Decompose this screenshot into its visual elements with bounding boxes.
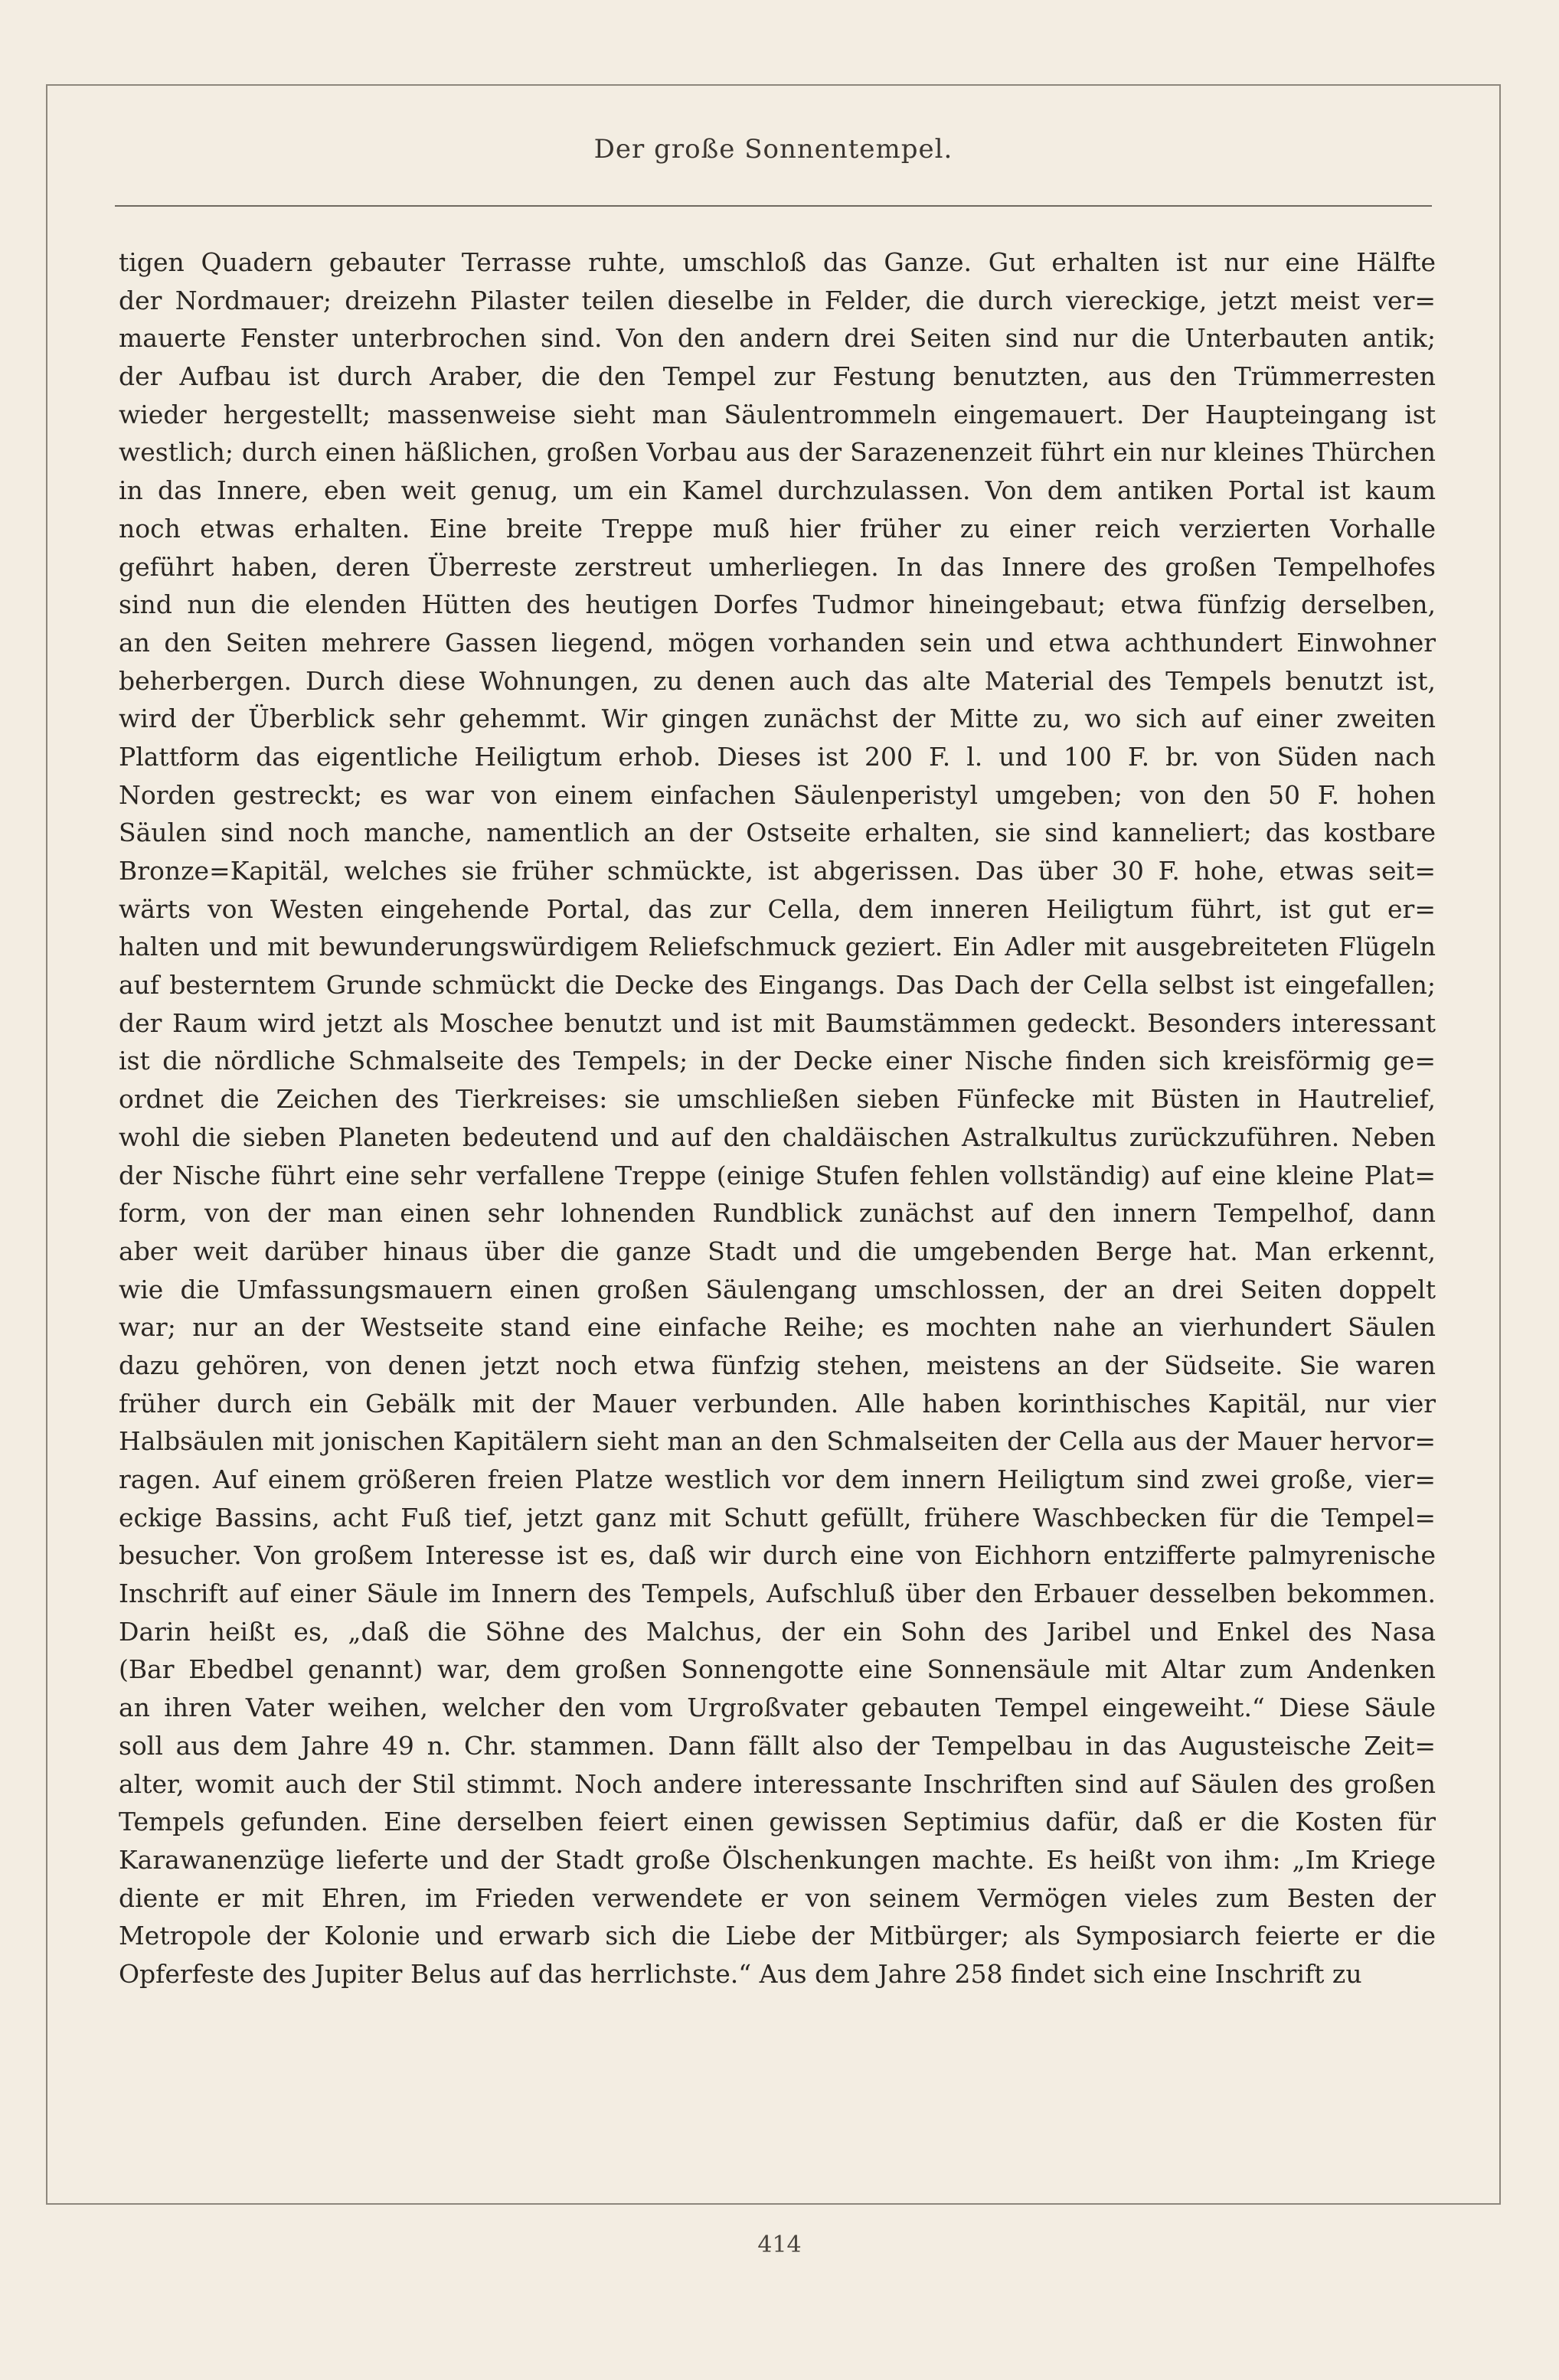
text-line: der Raum wird jetzt als Moschee benutzt und ist mit Baumstämmen gedeckt. Besonders interessant [119, 1007, 1436, 1038]
text-line: Karawanenzüge lieferte und der Stadt große Ölschenkungen machte. Es heißt von ihm: „Im Kriege [119, 1844, 1436, 1875]
text-line: westlich; durch einen häßlichen, großen Vorbau aus der Sarazenenzeit führt ein nur kleines Thürchen [119, 437, 1436, 468]
text-line: Bronze=Kapitäl, welches sie früher schmückte, ist abgerissen. Das über 30 F. hohe, etwas seit= [119, 856, 1436, 886]
text-line: tigen Quadern gebauter Terrasse ruhte, umschloß das Ganze. Gut erhalten ist nur eine Hälfte [119, 247, 1436, 277]
text-line: soll aus dem Jahre 49 n. Chr. stammen. Dann fällt also der Tempelbau in das Augusteische Zeit= [119, 1730, 1436, 1761]
text-line: mauerte Fenster unterbrochen sind. Von den andern drei Seiten sind nur die Unterbauten antik; [119, 323, 1436, 354]
text-line: besucher. Von großem Interesse ist es, daß wir durch eine von Eichhorn entzifferte palmyrenische [119, 1540, 1436, 1571]
text-line: Halbsäulen mit jonischen Kapitälern sieht man an den Schmalseiten der Cella aus der Mauer hervor= [119, 1426, 1436, 1457]
header-rule [115, 205, 1432, 207]
text-line: ist die nördliche Schmalseite des Tempels; in der Decke einer Nische finden sich kreisförmig ge= [119, 1046, 1436, 1076]
text-line: geführt haben, deren Überreste zerstreut umherliegen. In das Innere des großen Tempelhofes [119, 551, 1436, 582]
text-line: noch etwas erhalten. Eine breite Treppe muß hier früher zu einer reich verzierten Vorhalle [119, 513, 1436, 544]
text-line: an ihren Vater weihen, welcher den vom Urgroßvater gebauten Tempel eingeweiht.“ Diese Säule [119, 1693, 1436, 1723]
page-number: 414 [757, 2231, 802, 2258]
text-line: sind nun die elenden Hütten des heutigen Dorfes Tudmor hineingebaut; etwa fünfzig derselben, [119, 589, 1436, 620]
text-line: früher durch ein Gebälk mit der Mauer verbunden. Alle haben korinthisches Kapitäl, nur vier [119, 1388, 1436, 1419]
text-line: war; nur an der Westseite stand eine einfache Reihe; es mochten nahe an vierhundert Säulen [119, 1312, 1436, 1343]
text-line: Norden gestreckt; es war von einem einfachen Säulenperistyl umgeben; von den 50 F. hohen [119, 779, 1436, 810]
text-line: wird der Überblick sehr gehemmt. Wir gingen zunächst der Mitte zu, wo sich auf einer zweiten [119, 704, 1436, 734]
text-line: Metropole der Kolonie und erwarb sich die Liebe der Mitbürger; als Symposiarch feierte er die [119, 1921, 1436, 1951]
text-line: Inschrift auf einer Säule im Innern des Tempels, Aufschluß über den Erbauer desselben bekommen. [119, 1579, 1436, 1609]
text-line: beherbergen. Durch diese Wohnungen, zu denen auch das alte Material des Tempels benutzt ist, [119, 665, 1436, 696]
text-line: wieder hergestellt; massenweise sieht man Säulentrommeln eingemauert. Der Haupteingang ist [119, 399, 1436, 429]
text-line: wärts von Westen eingehende Portal, das zur Cella, dem inneren Heiligtum führt, ist gut er= [119, 893, 1436, 924]
text-line: Plattform das eigentliche Heiligtum erhob. Dieses ist 200 F. l. und 100 F. br. von Süden nach [119, 741, 1436, 772]
text-line: alter, womit auch der Stil stimmt. Noch andere interessante Inschriften sind auf Säulen des großen [119, 1768, 1436, 1799]
text-line: eckige Bassins, acht Fuß tief, jetzt ganz mit Schutt gefüllt, frühere Waschbecken für die Tempel= [119, 1502, 1436, 1533]
text-line: der Nische führt eine sehr verfallene Treppe (einige Stufen fehlen vollständig) auf eine kleine Plat= [119, 1160, 1436, 1190]
text-line: auf besterntem Grunde schmückt die Decke des Eingangs. Das Dach der Cella selbst ist eingefallen; [119, 970, 1436, 1001]
text-line: diente er mit Ehren, im Frieden verwendete er von seinem Vermögen vieles zum Besten der [119, 1882, 1436, 1913]
text-line: in das Innere, eben weit genug, um ein Kamel durchzulassen. Von dem antiken Portal ist kaum [119, 475, 1436, 506]
body-text [119, 243, 1436, 1993]
text-line: wie die Umfassungsmauern einen großen Säulengang umschlossen, der an drei Seiten doppelt [119, 1274, 1436, 1304]
text-line: der Nordmauer; dreizehn Pilaster teilen dieselbe in Felder, die durch viereckige, jetzt meist ver= [119, 285, 1436, 315]
text-line: dazu gehören, von denen jetzt noch etwa fünfzig stehen, meistens an der Südseite. Sie waren [119, 1350, 1436, 1380]
text-line: ordnet die Zeichen des Tierkreises: sie umschließen sieben Fünfecke mit Büsten in Hautrelief, [119, 1084, 1436, 1115]
text-line: Säulen sind noch manche, namentlich an der Ostseite erhalten, sie sind kanneliert; das kostbare [119, 818, 1436, 848]
running-head: Der große Sonnentempel. [593, 134, 953, 165]
text-line: halten und mit bewunderungswürdigem Reliefschmuck geziert. Ein Adler mit ausgebreiteten Flügeln [119, 932, 1436, 962]
text-line: form, von der man einen sehr lohnenden Rundblick zunächst auf den innern Tempelhof, dann [119, 1198, 1436, 1229]
text-line: ragen. Auf einem größeren freien Platze westlich vor dem innern Heiligtum sind zwei große, vier= [119, 1464, 1436, 1494]
text-line: Tempels gefunden. Eine derselben feiert einen gewissen Septimius dafür, daß er die Kosten für [119, 1807, 1436, 1837]
text-line: aber weit darüber hinaus über die ganze Stadt und die umgebenden Berge hat. Man erkennt, [119, 1236, 1436, 1266]
text-line: Opferfeste des Jupiter Belus auf das herrlichste.“ Aus dem Jahre 258 findet sich eine Inschrift zu [119, 1958, 1362, 1989]
text-line: an den Seiten mehrere Gassen liegend, mögen vorhanden sein und etwa achthundert Einwohner [119, 627, 1436, 658]
text-line: der Aufbau ist durch Araber, die den Tempel zur Festung benutzten, aus den Trümmerresten [119, 361, 1436, 392]
text-line: (Bar Ebedbel genannt) war, dem großen Sonnengotte eine Sonnensäule mit Altar zum Andenken [119, 1654, 1436, 1685]
text-line: wohl die sieben Planeten bedeutend und auf den chaldäischen Astralkultus zurückzuführen. Neben [119, 1121, 1436, 1152]
text-line: Darin heißt es, „daß die Söhne des Malchus, der ein Sohn des Jaribel und Enkel des Nasa [119, 1616, 1436, 1647]
